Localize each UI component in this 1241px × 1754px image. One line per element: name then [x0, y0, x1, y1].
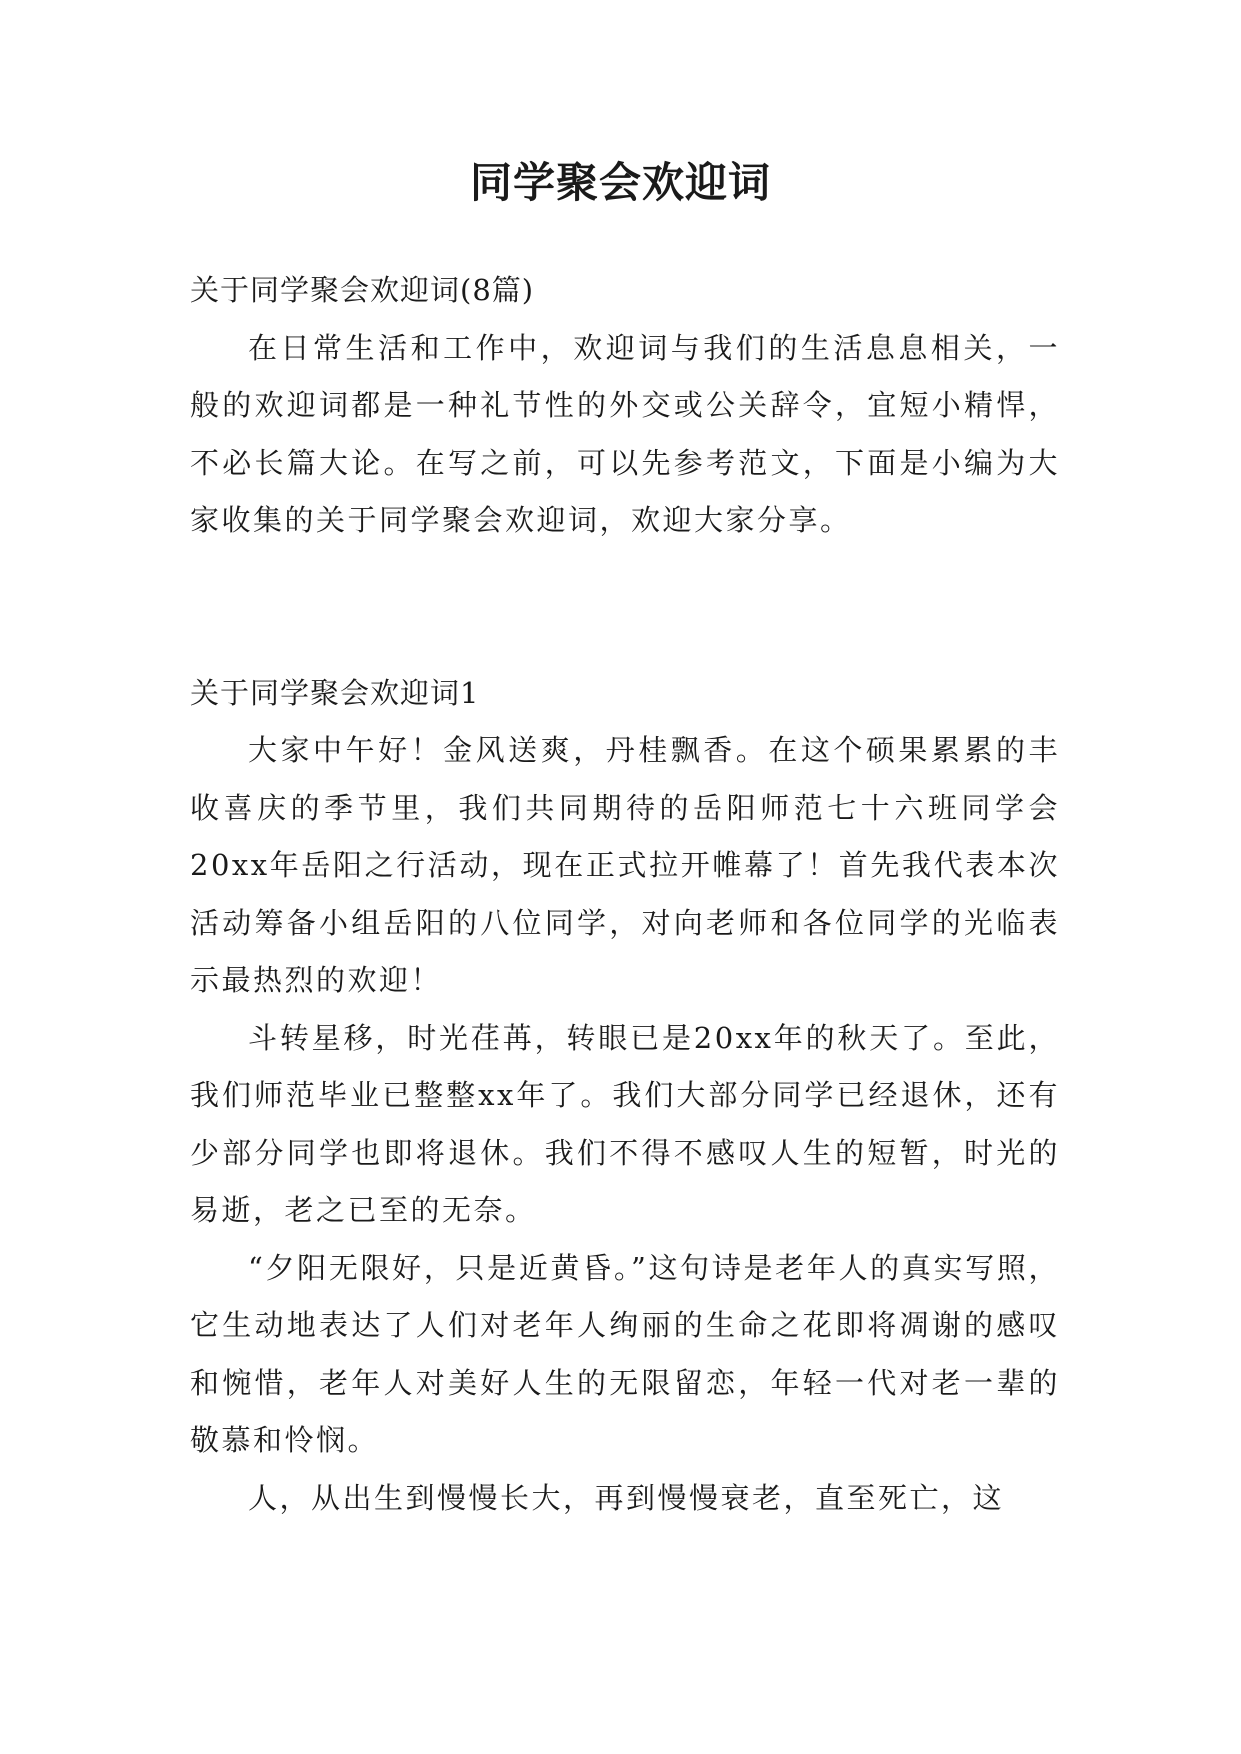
- body-paragraph: 斗转星移，时光荏苒，转眼已是20xx年的秋天了。至此，我们师范毕业已整整xx年了。我们大部分同学已经退休，还有少部分同学也即将退休。我们不得不感叹人生的短暂，时光的易逝，老之已至的无奈。: [190, 1020, 1060, 1227]
- document-body: [190, 262, 1060, 1527]
- section-heading: 关于同学聚会欢迎词1: [190, 675, 480, 710]
- body-paragraph: 人，从出生到慢慢长大，再到慢慢衰老，直至死亡，这: [248, 1480, 1005, 1515]
- body-paragraph: 大家中午好！金风送爽，丹桂飘香。在这个硕果累累的丰收喜庆的季节里，我们共同期待的岳阳师范七十六班同学会20xx年岳阳之行活动，现在正式拉开帷幕了！首先我代表本次活动筹备小组岳阳的八位同学，对向老师和各位同学的光临表示最热烈的欢迎！: [190, 733, 1060, 997]
- document-title: 同学聚会欢迎词: [469, 158, 771, 207]
- intro-paragraph: 在日常生活和工作中，欢迎词与我们的生活息息相关，一般的欢迎词都是一种礼节性的外交或公关辞令，宜短小精悍，不必长篇大论。在写之前，可以先参考范文，下面是小编为大家收集的关于同学聚会欢迎词，欢迎大家分享。: [190, 330, 1060, 537]
- document-subtitle: 关于同学聚会欢迎词(8篇): [190, 273, 535, 307]
- body-paragraph: “夕阳无限好，只是近黄昏。”这句诗是老年人的真实写照，它生动地表达了人们对老年人绚丽的生命之花即将凋谢的感叹和惋惜，老年人对美好人生的无限留恋，年轻一代对老一辈的敬慕和怜悯。: [190, 1250, 1060, 1457]
- section-spacer: [190, 550, 1060, 665]
